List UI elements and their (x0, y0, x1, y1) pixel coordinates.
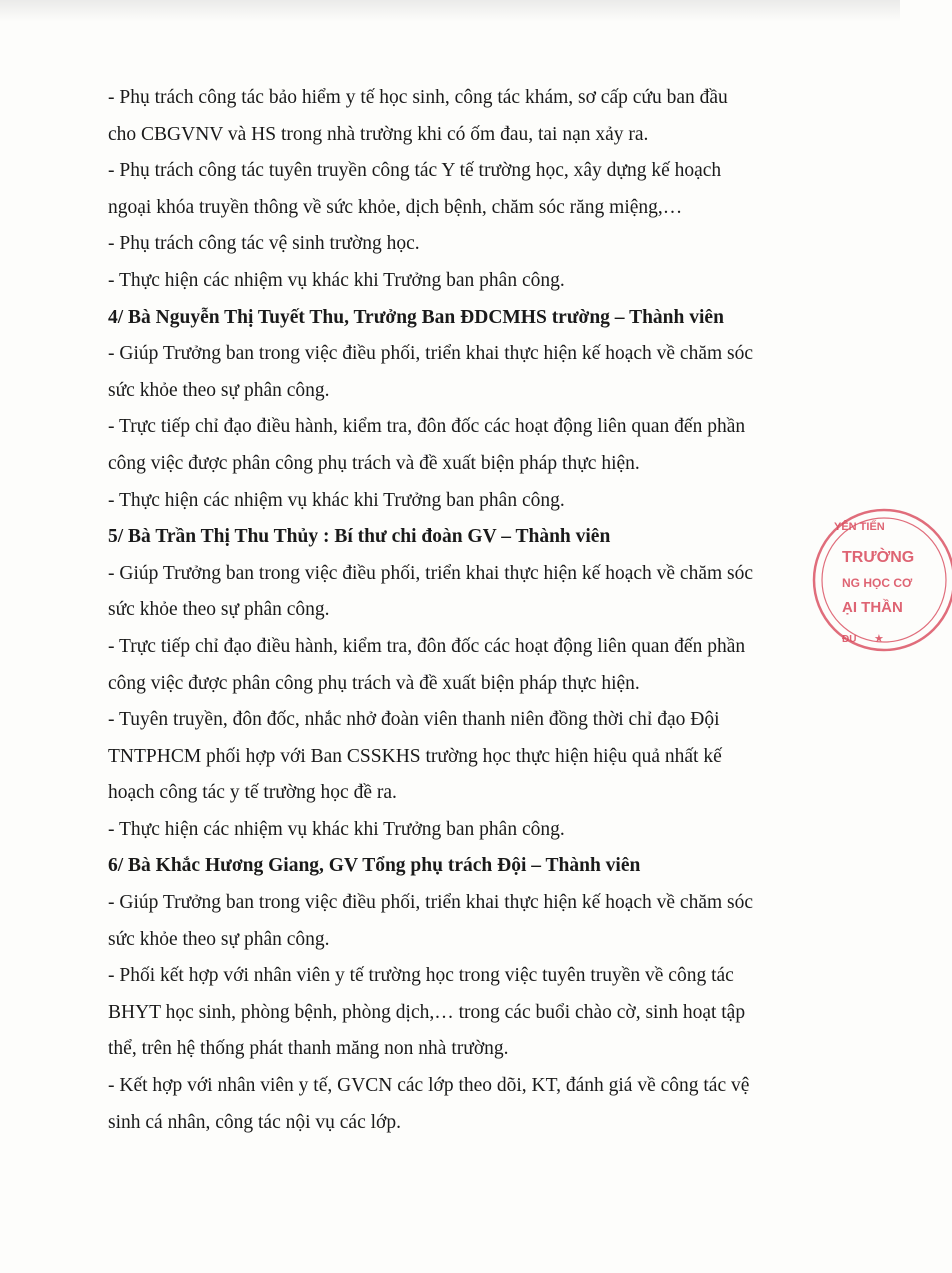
text-line: - Trực tiếp chỉ đạo điều hành, kiểm tra, đôn đốc các hoạt động liên quan đến phần (108, 416, 746, 438)
text-line: ngoại khóa truyền thông về sức khỏe, dịch bệnh, chăm sóc răng miệng,… (108, 196, 683, 218)
text-line: sinh cá nhân, công tác nội vụ các lớp. (108, 1111, 401, 1133)
text-line: sức khỏe theo sự phân công. (108, 599, 330, 621)
text-line: - Trực tiếp chỉ đạo điều hành, kiểm tra, đôn đốc các hoạt động liên quan đến phần (108, 635, 746, 657)
seal-text-main: TRƯỜNG (842, 549, 915, 566)
seal-text-arc: YÊN TIẾN (834, 521, 885, 533)
text-line: BHYT học sinh, phòng bệnh, phòng dịch,… trong các buổi chào cờ, sinh hoạt tập (108, 1001, 746, 1023)
seal-star-icon: ★ (874, 633, 884, 645)
seal-text-low: ẠI THẦN (842, 599, 903, 616)
text-line: TNTPHCM phối hợp với Ban CSSKHS trường học thực hiện hiệu quả nhất kế (108, 745, 722, 767)
scan-edge-shadow (0, 0, 900, 22)
official-seal-stamp (812, 500, 952, 660)
document-body (108, 80, 828, 1141)
text-line: - Tuyên truyền, đôn đốc, nhắc nhở đoàn viên thanh niên đồng thời chỉ đạo Đội (108, 709, 720, 731)
text-line: - Phụ trách công tác bảo hiểm y tế học sinh, công tác khám, sơ cấp cứu ban đầu (108, 87, 728, 108)
text-line: - Giúp Trưởng ban trong việc điều phối, triển khai thực hiện kế hoạch về chăm sóc (108, 562, 754, 584)
text-line: cho CBGVNV và HS trong nhà trường khi có ốm đau, tai nạn xảy ra. (108, 123, 649, 145)
text-line: hoạch công tác y tế trường học đề ra. (108, 782, 397, 804)
text-line: - Thực hiện các nhiệm vụ khác khi Trưởng ban phân công. (108, 269, 565, 291)
seal-text-bottom: ĐU (842, 634, 857, 645)
section-heading-6: 6/ Bà Khắc Hương Giang, GV Tổng phụ trách Đội – Thành viên (108, 855, 641, 877)
text-line: sức khỏe theo sự phân công. (108, 928, 330, 950)
text-line: - Kết hợp với nhân viên y tế, GVCN các lớp theo dõi, KT, đánh giá về công tác vệ (108, 1075, 750, 1097)
text-line: thể, trên hệ thống phát thanh măng non nhà trường. (108, 1038, 509, 1060)
text-line: - Giúp Trưởng ban trong việc điều phối, triển khai thực hiện kế hoạch về chăm sóc (108, 343, 754, 365)
section-heading-5: 5/ Bà Trần Thị Thu Thủy : Bí thư chi đoàn GV – Thành viên (108, 526, 611, 548)
text-line: - Thực hiện các nhiệm vụ khác khi Trưởng ban phân công. (108, 489, 565, 511)
text-line: - Phụ trách công tác vệ sinh trường học. (108, 233, 420, 255)
section-heading-4: 4/ Bà Nguyễn Thị Tuyết Thu, Trưởng Ban ĐDCMHS trường – Thành viên (108, 306, 724, 328)
text-line: công việc được phân công phụ trách và đề xuất biện pháp thực hiện. (108, 672, 640, 694)
text-line: - Thực hiện các nhiệm vụ khác khi Trưởng ban phân công. (108, 818, 565, 840)
text-line: - Phối kết hợp với nhân viên y tế trường học trong việc tuyên truyền về công tác (108, 965, 734, 987)
text-line: - Phụ trách công tác tuyên truyền công tác Y tế trường học, xây dựng kế hoạch (108, 160, 722, 182)
text-line: - Giúp Trưởng ban trong việc điều phối, triển khai thực hiện kế hoạch về chăm sóc (108, 892, 754, 914)
text-line: công việc được phân công phụ trách và đề xuất biện pháp thực hiện. (108, 452, 640, 474)
seal-text-mid: NG HỌC CƠ (842, 576, 913, 590)
text-line: sức khỏe theo sự phân công. (108, 379, 330, 401)
